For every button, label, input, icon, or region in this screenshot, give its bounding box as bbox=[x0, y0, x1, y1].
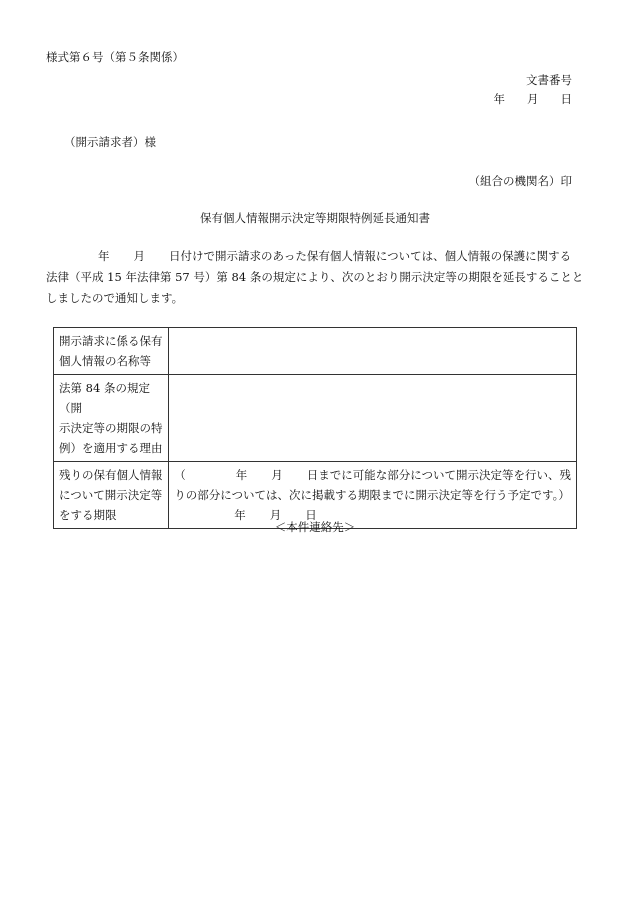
value-remaining-deadline: （ 年 月 日までに可能な部分について開示決定等を行い、残 りの部分については、次に掲載する期限までに開示決定等を行う予定です。） 年 月 日 bbox=[169, 462, 577, 529]
value-info-name bbox=[169, 328, 577, 375]
form-number: 様式第６号（第５条関係） bbox=[46, 50, 184, 64]
body-line-2: 法律（平成 15 年法律第 57 号）第 84 条の規定により、次のとおり開示決定等の期限を延長することと bbox=[46, 270, 584, 284]
notice-details-table bbox=[53, 327, 577, 529]
issuer-seal: （組合の機関名）印 bbox=[468, 174, 572, 188]
table-row bbox=[54, 328, 577, 375]
table-row bbox=[54, 375, 577, 462]
contact-heading: ＜本件連絡先＞ bbox=[274, 520, 356, 534]
label-info-name: 開示請求に係る保有 個人情報の名称等 bbox=[54, 328, 169, 375]
notice-body bbox=[46, 246, 586, 309]
body-month: 月 bbox=[133, 249, 145, 263]
date-year: 年 bbox=[493, 92, 505, 106]
label-remaining-deadline: 残りの保有個人情報 について開示決定等 をする期限 bbox=[54, 462, 169, 529]
issue-date bbox=[494, 91, 573, 107]
body-line-3: しましたので通知します。 bbox=[46, 291, 184, 305]
body-line-1-text: 日付けで開示請求のあった保有個人情報については、個人情報の保護に関する bbox=[169, 249, 572, 263]
date-month: 月 bbox=[527, 92, 539, 106]
label-extension-reason: 法第 84 条の規定（開 示決定等の期限の特 例）を適用する理由 bbox=[54, 375, 169, 462]
document-number-label: 文書番号 bbox=[526, 73, 572, 87]
document-title: 保有個人情報開示決定等期限特例延長通知書 bbox=[200, 211, 430, 225]
requester-addressee: （開示請求者）様 bbox=[64, 135, 156, 149]
value-extension-reason bbox=[169, 375, 577, 462]
body-year: 年 bbox=[98, 249, 110, 263]
body-line-1 bbox=[46, 246, 586, 267]
date-day: 日 bbox=[560, 92, 572, 106]
